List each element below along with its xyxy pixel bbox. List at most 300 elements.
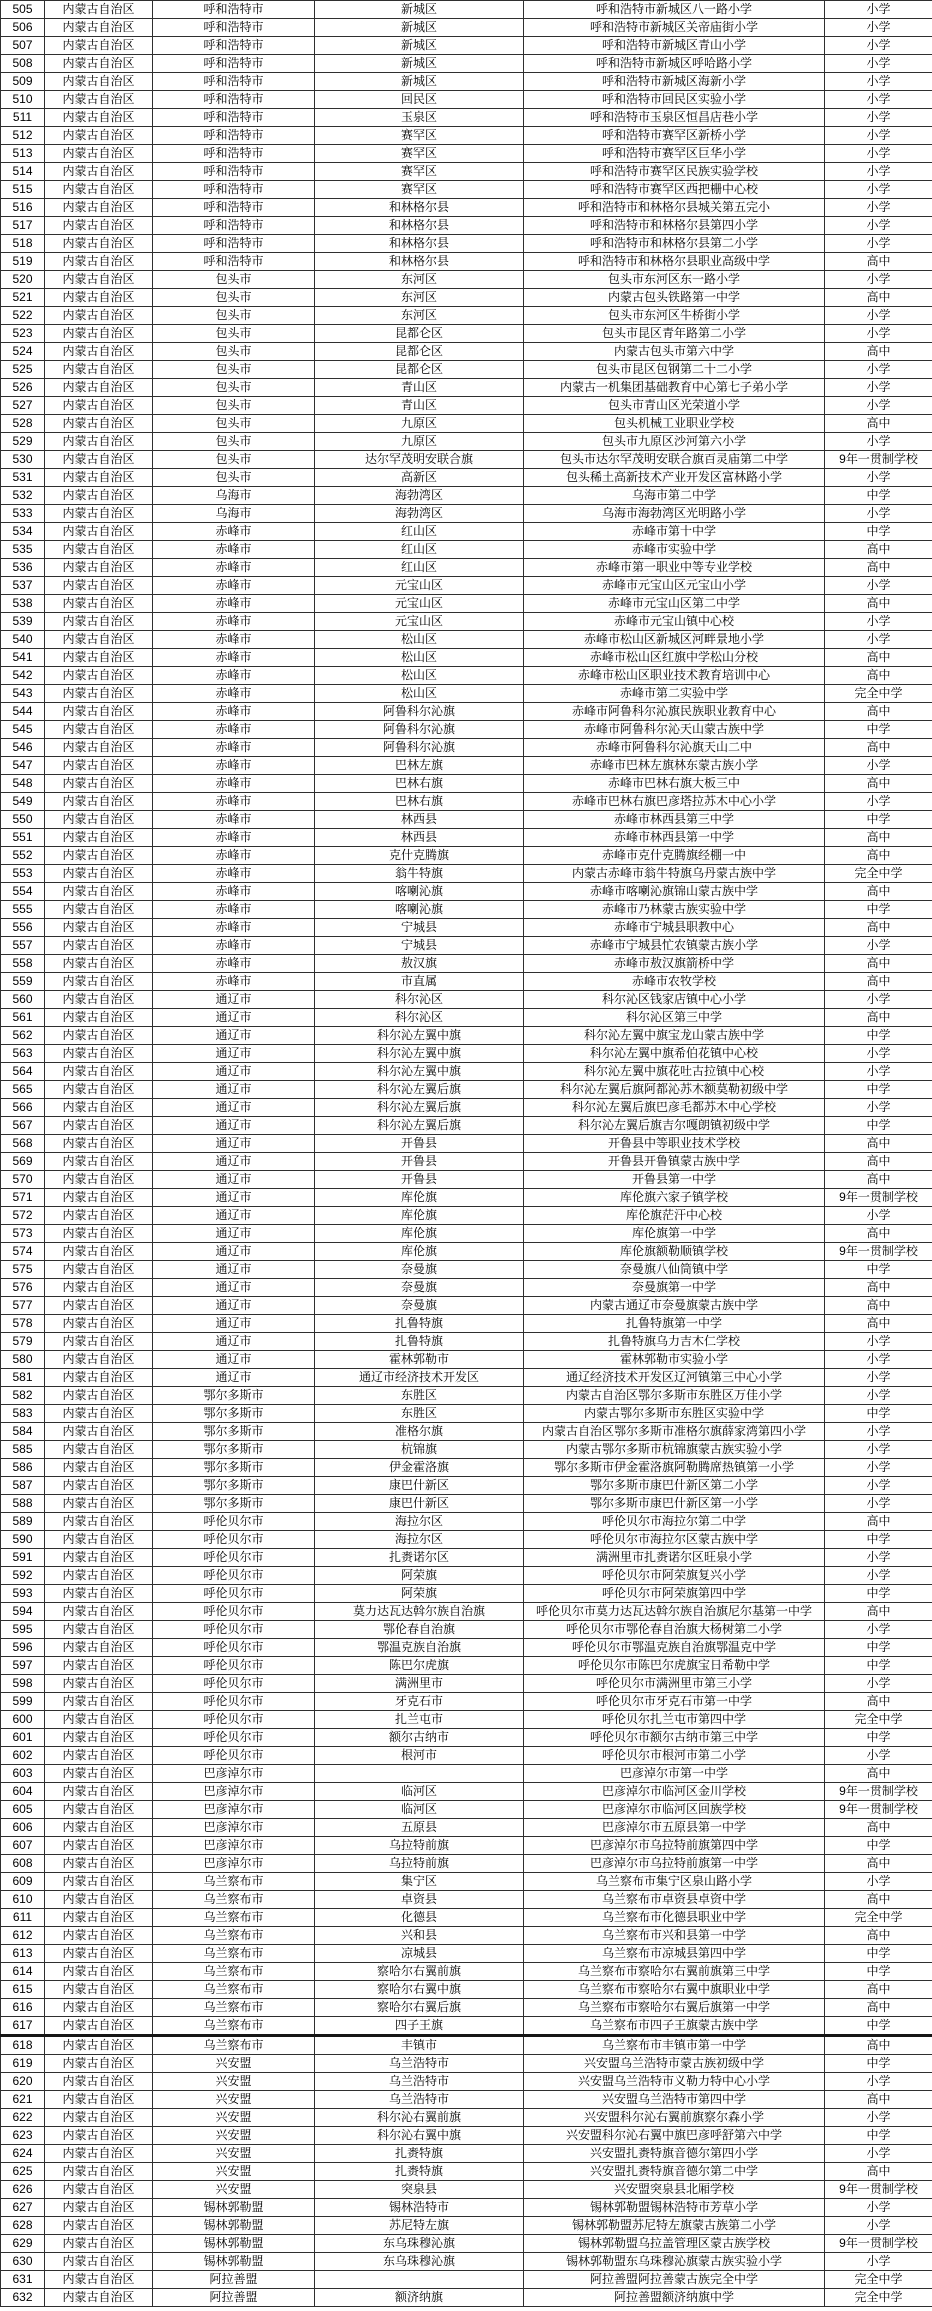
province-cell: 内蒙古自治区 [45,1801,153,1819]
district-cell: 卓资县 [315,1891,524,1909]
city-cell: 乌兰察布市 [153,2036,315,2055]
city-cell: 通辽市 [153,1351,315,1369]
province-cell: 内蒙古自治区 [45,685,153,703]
province-cell: 内蒙古自治区 [45,1189,153,1207]
table-row [1,703,932,721]
school-name-cell: 呼伦贝尔市海拉尔区蒙古族中学 [524,1531,825,1549]
school-type-cell: 小学 [825,163,932,181]
table-row [1,1261,932,1279]
table-row [1,1801,932,1819]
school-name-cell: 鄂尔多斯市康巴什新区第二小学 [524,1477,825,1495]
table-row [1,793,932,811]
city-cell: 兴安盟 [153,2181,315,2199]
school-name-cell: 赤峰市宁城县忙农镇蒙古族小学 [524,937,825,955]
table-row [1,2289,932,2307]
province-cell: 内蒙古自治区 [45,91,153,109]
city-cell: 呼伦贝尔市 [153,1693,315,1711]
table-row [1,1441,932,1459]
city-cell: 赤峰市 [153,955,315,973]
row-number-cell: 623 [1,2127,45,2145]
table-row [1,325,932,343]
row-number-cell: 533 [1,505,45,523]
school-name-cell: 乌兰察布市集宁区泉山路小学 [524,1873,825,1891]
province-cell: 内蒙古自治区 [45,1081,153,1099]
row-number-cell: 542 [1,667,45,685]
school-type-cell: 高中 [825,649,932,667]
district-cell: 苏尼特左旗 [315,2217,524,2235]
school-name-cell: 科尔沁区钱家店镇中心小学 [524,991,825,1009]
row-number-cell: 522 [1,307,45,325]
district-cell: 科尔沁右翼前旗 [315,2109,524,2127]
province-cell: 内蒙古自治区 [45,1747,153,1765]
school-type-cell: 完全中学 [825,2289,932,2307]
province-cell: 内蒙古自治区 [45,2145,153,2163]
city-cell: 包头市 [153,343,315,361]
row-number-cell: 617 [1,2017,45,2036]
row-number-cell: 625 [1,2163,45,2181]
province-cell: 内蒙古自治区 [45,847,153,865]
table-row [1,649,932,667]
province-cell: 内蒙古自治区 [45,181,153,199]
school-name-cell: 锡林郭勒盟锡林浩特市芳草小学 [524,2199,825,2217]
school-type-cell: 小学 [825,1207,932,1225]
district-cell: 科尔沁区 [315,1009,524,1027]
province-cell: 内蒙古自治区 [45,1009,153,1027]
city-cell: 包头市 [153,325,315,343]
school-name-cell: 包头市东河区东一路小学 [524,271,825,289]
row-number-cell: 583 [1,1405,45,1423]
row-number-cell: 523 [1,325,45,343]
table-row [1,1693,932,1711]
city-cell: 呼和浩特市 [153,19,315,37]
city-cell: 通辽市 [153,1117,315,1135]
school-type-cell: 小学 [825,631,932,649]
province-cell: 内蒙古自治区 [45,127,153,145]
row-number-cell: 516 [1,199,45,217]
school-type-cell: 高中 [825,1693,932,1711]
table-row [1,1711,932,1729]
row-number-cell: 520 [1,271,45,289]
school-type-cell: 小学 [825,1441,932,1459]
school-type-cell: 中学 [825,1585,932,1603]
table-row [1,1063,932,1081]
school-name-cell: 霍林郭勒市实验小学 [524,1351,825,1369]
table-row [1,2235,932,2253]
school-type-cell: 9年一贯制学校 [825,451,932,469]
district-cell: 东河区 [315,289,524,307]
district-cell: 察哈尔右翼后旗 [315,1999,524,2017]
table-row [1,1459,932,1477]
province-cell: 内蒙古自治区 [45,271,153,289]
table-row [1,1009,932,1027]
district-cell: 科尔沁左翼后旗 [315,1117,524,1135]
province-cell: 内蒙古自治区 [45,2289,153,2307]
district-cell: 科尔沁左翼中旗 [315,1063,524,1081]
row-number-cell: 589 [1,1513,45,1531]
school-name-cell: 包头市昆区包钢第二十二小学 [524,361,825,379]
province-cell: 内蒙古自治区 [45,1369,153,1387]
city-cell: 巴彦淖尔市 [153,1801,315,1819]
row-number-cell: 541 [1,649,45,667]
city-cell: 赤峰市 [153,739,315,757]
row-number-cell: 558 [1,955,45,973]
school-name-cell: 乌兰察布市凉城县第四中学 [524,1945,825,1963]
table-row [1,1171,932,1189]
school-name-cell: 呼和浩特市新城区关帝庙街小学 [524,19,825,37]
school-name-cell: 呼和浩特市赛罕区新桥小学 [524,127,825,145]
row-number-cell: 534 [1,523,45,541]
school-type-cell: 小学 [825,577,932,595]
school-type-cell: 小学 [825,757,932,775]
district-cell: 市直属 [315,973,524,991]
district-cell: 新城区 [315,1,524,19]
table-row [1,1351,932,1369]
province-cell: 内蒙古自治区 [45,793,153,811]
district-cell: 化德县 [315,1909,524,1927]
table-row [1,1297,932,1315]
province-cell: 内蒙古自治区 [45,1873,153,1891]
table-row [1,613,932,631]
table-row [1,757,932,775]
district-cell: 喀喇沁旗 [315,883,524,901]
school-name-cell: 赤峰市敖汉旗箭桥中学 [524,955,825,973]
table-row [1,577,932,595]
province-cell: 内蒙古自治区 [45,1423,153,1441]
table-row [1,2091,932,2109]
district-cell: 临河区 [315,1801,524,1819]
province-cell: 内蒙古自治区 [45,2036,153,2055]
district-cell: 翁牛特旗 [315,865,524,883]
table-row [1,847,932,865]
district-cell: 乌拉特前旗 [315,1837,524,1855]
table-row [1,739,932,757]
district-cell: 库伦旗 [315,1189,524,1207]
table-row [1,433,932,451]
district-cell: 昆都仑区 [315,325,524,343]
school-name-cell: 兴安盟乌兰浩特市第四中学 [524,2091,825,2109]
table-row [1,1405,932,1423]
school-name-cell: 通辽经济技术开发区辽河镇第三中心小学 [524,1369,825,1387]
province-cell: 内蒙古自治区 [45,541,153,559]
school-type-cell: 高中 [825,1765,932,1783]
row-number-cell: 538 [1,595,45,613]
city-cell: 通辽市 [153,1189,315,1207]
school-name-cell: 呼和浩特市和林格尔县职业高级中学 [524,253,825,271]
school-name-cell: 阿拉善盟额济纳旗中学 [524,2289,825,2307]
table-row [1,2073,932,2091]
city-cell: 通辽市 [153,1045,315,1063]
school-name-cell: 呼伦贝尔市满洲里市第三小学 [524,1675,825,1693]
city-cell: 呼和浩特市 [153,181,315,199]
province-cell: 内蒙古自治区 [45,1459,153,1477]
district-cell: 赛罕区 [315,127,524,145]
table-row [1,1279,932,1297]
province-cell: 内蒙古自治区 [45,721,153,739]
school-name-cell: 呼伦贝尔市陈巴尔虎旗宝日希勒中学 [524,1657,825,1675]
school-type-cell: 小学 [825,109,932,127]
school-name-cell: 赤峰市松山区职业技术教育培训中心 [524,667,825,685]
school-type-cell: 小学 [825,127,932,145]
school-name-cell: 兴安盟乌兰浩特市蒙古族初级中学 [524,2055,825,2073]
table-row [1,1621,932,1639]
school-name-cell: 赤峰市元宝山区元宝山小学 [524,577,825,595]
province-cell: 内蒙古自治区 [45,1711,153,1729]
province-cell: 内蒙古自治区 [45,199,153,217]
table-row [1,1045,932,1063]
province-cell: 内蒙古自治区 [45,1549,153,1567]
school-type-cell: 高中 [825,829,932,847]
table-row [1,2017,932,2036]
school-name-cell: 奈曼旗八仙筒镇中学 [524,1261,825,1279]
school-name-cell: 包头稀土高新技术产业开发区富林路小学 [524,469,825,487]
school-name-cell: 赤峰市乃林蒙古族实验中学 [524,901,825,919]
district-cell: 和林格尔县 [315,217,524,235]
city-cell: 赤峰市 [153,919,315,937]
row-number-cell: 627 [1,2199,45,2217]
district-cell: 巴林左旗 [315,757,524,775]
school-name-cell: 乌兰察布市察哈尔右翼后旗第一中学 [524,1999,825,2017]
table-row [1,1315,932,1333]
province-cell: 内蒙古自治区 [45,667,153,685]
table-row [1,1531,932,1549]
school-type-cell: 高中 [825,1135,932,1153]
city-cell: 赤峰市 [153,649,315,667]
province-cell: 内蒙古自治区 [45,1135,153,1153]
row-number-cell: 601 [1,1729,45,1747]
district-cell: 乌兰浩特市 [315,2091,524,2109]
province-cell: 内蒙古自治区 [45,2253,153,2271]
table-row [1,1963,932,1981]
row-number-cell: 563 [1,1045,45,1063]
city-cell: 赤峰市 [153,883,315,901]
province-cell: 内蒙古自治区 [45,397,153,415]
school-name-cell: 阿拉善盟阿拉善蒙古族完全中学 [524,2271,825,2289]
school-name-cell: 赤峰市第十中学 [524,523,825,541]
city-cell: 阿拉善盟 [153,2271,315,2289]
province-cell: 内蒙古自治区 [45,1531,153,1549]
school-type-cell: 小学 [825,2199,932,2217]
school-name-cell: 开鲁县第一中学 [524,1171,825,1189]
school-name-cell: 乌兰察布市察哈尔右翼前旗第三中学 [524,1963,825,1981]
table-row [1,541,932,559]
table-row [1,1099,932,1117]
district-cell: 奈曼旗 [315,1261,524,1279]
province-cell: 内蒙古自治区 [45,55,153,73]
school-type-cell: 小学 [825,1477,932,1495]
table-row [1,217,932,235]
row-number-cell: 540 [1,631,45,649]
school-name-cell: 赤峰市阿鲁科尔沁天山蒙古族中学 [524,721,825,739]
row-number-cell: 604 [1,1783,45,1801]
table-row [1,2127,932,2145]
city-cell: 呼和浩特市 [153,145,315,163]
school-type-cell: 中学 [825,2017,932,2036]
district-cell: 松山区 [315,685,524,703]
province-cell: 内蒙古自治区 [45,829,153,847]
province-cell: 内蒙古自治区 [45,289,153,307]
district-cell: 林西县 [315,811,524,829]
province-cell: 内蒙古自治区 [45,163,153,181]
school-name-cell: 库伦旗额勒顺镇学校 [524,1243,825,1261]
district-cell: 东乌珠穆沁旗 [315,2253,524,2271]
province-cell: 内蒙古自治区 [45,2127,153,2145]
school-type-cell: 小学 [825,2109,932,2127]
school-name-cell: 内蒙古通辽市奈曼旗蒙古族中学 [524,1297,825,1315]
province-cell: 内蒙古自治区 [45,1819,153,1837]
district-cell: 库伦旗 [315,1225,524,1243]
row-number-cell: 598 [1,1675,45,1693]
school-name-cell: 呼和浩特市赛罕区民族实验学校 [524,163,825,181]
district-cell: 科尔沁右翼中旗 [315,2127,524,2145]
city-cell: 呼伦贝尔市 [153,1729,315,1747]
school-name-cell: 呼和浩特市赛罕区巨华小学 [524,145,825,163]
school-name-cell: 赤峰市巴林右旗巴彦塔拉苏木中心小学 [524,793,825,811]
city-cell: 乌兰察布市 [153,1873,315,1891]
row-number-cell: 584 [1,1423,45,1441]
school-type-cell: 小学 [825,271,932,289]
school-type-cell: 高中 [825,1225,932,1243]
province-cell: 内蒙古自治区 [45,109,153,127]
school-type-cell: 高中 [825,1999,932,2017]
table-row [1,1873,932,1891]
school-type-cell: 小学 [825,217,932,235]
province-cell: 内蒙古自治区 [45,73,153,91]
district-cell: 阿鲁科尔沁旗 [315,721,524,739]
city-cell: 乌兰察布市 [153,1945,315,1963]
province-cell: 内蒙古自治区 [45,253,153,271]
school-name-cell: 呼和浩特市新城区青山小学 [524,37,825,55]
school-type-cell: 高中 [825,343,932,361]
table-row [1,811,932,829]
school-type-cell: 完全中学 [825,1711,932,1729]
school-type-cell: 中学 [825,1837,932,1855]
province-cell: 内蒙古自治区 [45,919,153,937]
district-cell: 康巴什新区 [315,1477,524,1495]
district-cell: 阿鲁科尔沁旗 [315,703,524,721]
row-number-cell: 532 [1,487,45,505]
school-type-cell: 中学 [825,1639,932,1657]
district-cell: 凉城县 [315,1945,524,1963]
province-cell: 内蒙古自治区 [45,1099,153,1117]
table-row [1,1225,932,1243]
province-cell: 内蒙古自治区 [45,2109,153,2127]
city-cell: 赤峰市 [153,937,315,955]
table-row [1,919,932,937]
province-cell: 内蒙古自治区 [45,1477,153,1495]
city-cell: 乌兰察布市 [153,2017,315,2036]
row-number-cell: 551 [1,829,45,847]
province-cell: 内蒙古自治区 [45,559,153,577]
city-cell: 赤峰市 [153,775,315,793]
district-cell: 红山区 [315,523,524,541]
row-number-cell: 629 [1,2235,45,2253]
school-name-cell: 乌兰察布市察哈尔右翼中旗职业中学 [524,1981,825,1999]
school-name-cell: 赤峰市喀喇沁旗锦山蒙古族中学 [524,883,825,901]
province-cell: 内蒙古自治区 [45,343,153,361]
city-cell: 通辽市 [153,1207,315,1225]
row-number-cell: 565 [1,1081,45,1099]
table-row [1,91,932,109]
province-cell: 内蒙古自治区 [45,1,153,19]
district-cell: 四子王旗 [315,2017,524,2036]
district-cell: 昆都仑区 [315,361,524,379]
school-type-cell: 高中 [825,955,932,973]
district-cell: 五原县 [315,1819,524,1837]
city-cell: 赤峰市 [153,667,315,685]
city-cell: 阿拉善盟 [153,2289,315,2307]
table-row [1,37,932,55]
district-cell: 元宝山区 [315,595,524,613]
table-row [1,721,932,739]
table-row [1,2109,932,2127]
city-cell: 通辽市 [153,1171,315,1189]
school-type-cell: 小学 [825,1459,932,1477]
district-cell: 察哈尔右翼前旗 [315,1963,524,1981]
city-cell: 巴彦淖尔市 [153,1855,315,1873]
district-cell: 达尔罕茂明安联合旗 [315,451,524,469]
school-name-cell: 巴彦淖尔市乌拉特前旗第四中学 [524,1837,825,1855]
school-name-cell: 呼和浩特市新城区八一路小学 [524,1,825,19]
school-type-cell: 小学 [825,1333,932,1351]
province-cell: 内蒙古自治区 [45,1405,153,1423]
school-type-cell: 小学 [825,505,932,523]
row-number-cell: 507 [1,37,45,55]
school-name-cell: 呼和浩特市赛罕区西把栅中心校 [524,181,825,199]
province-cell: 内蒙古自治区 [45,2271,153,2289]
school-type-cell: 中学 [825,1729,932,1747]
city-cell: 通辽市 [153,1225,315,1243]
district-cell: 东河区 [315,271,524,289]
table-row [1,973,932,991]
school-name-cell: 巴彦淖尔市五原县第一中学 [524,1819,825,1837]
school-name-cell: 科尔沁左翼后旗阿都沁苏木额莫勒初级中学 [524,1081,825,1099]
city-cell: 兴安盟 [153,2145,315,2163]
school-name-cell: 鄂尔多斯市伊金霍洛旗阿勒腾席热镇第一小学 [524,1459,825,1477]
city-cell: 乌兰察布市 [153,1963,315,1981]
school-type-cell: 高中 [825,1171,932,1189]
province-cell: 内蒙古自治区 [45,1675,153,1693]
school-name-cell: 内蒙古包头市第六中学 [524,343,825,361]
school-name-cell: 乌海市第二中学 [524,487,825,505]
row-number-cell: 597 [1,1657,45,1675]
province-cell: 内蒙古自治区 [45,1027,153,1045]
row-number-cell: 587 [1,1477,45,1495]
table-row [1,1333,932,1351]
table-row [1,307,932,325]
province-cell: 内蒙古自治区 [45,2181,153,2199]
district-cell: 库伦旗 [315,1243,524,1261]
row-number-cell: 517 [1,217,45,235]
row-number-cell: 527 [1,397,45,415]
school-name-cell: 包头市昆区青年路第二小学 [524,325,825,343]
province-cell: 内蒙古自治区 [45,1837,153,1855]
province-cell: 内蒙古自治区 [45,1945,153,1963]
province-cell: 内蒙古自治区 [45,739,153,757]
province-cell: 内蒙古自治区 [45,1261,153,1279]
city-cell: 赤峰市 [153,865,315,883]
district-cell: 额尔古纳市 [315,1729,524,1747]
city-cell: 呼伦贝尔市 [153,1603,315,1621]
school-type-cell: 高中 [825,1819,932,1837]
city-cell: 通辽市 [153,991,315,1009]
school-type-cell: 高中 [825,667,932,685]
province-cell: 内蒙古自治区 [45,2055,153,2073]
district-cell: 林西县 [315,829,524,847]
row-number-cell: 526 [1,379,45,397]
district-cell: 和林格尔县 [315,253,524,271]
city-cell: 巴彦淖尔市 [153,1837,315,1855]
city-cell: 赤峰市 [153,721,315,739]
